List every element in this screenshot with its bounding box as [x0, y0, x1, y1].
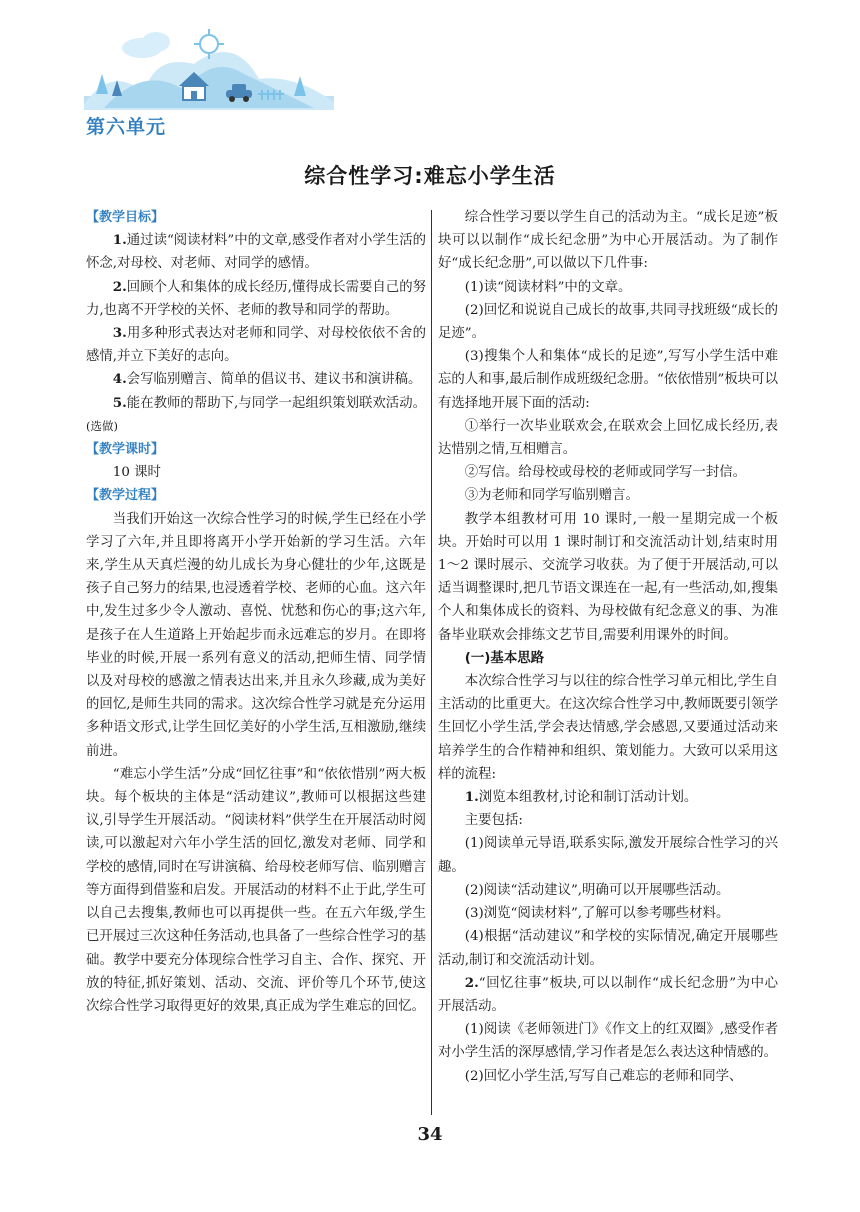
intro-paragraph: 综合性学习要以学生自己的活动为主。“成长足迹”板块可以以制作“成长纪念册”为中心开展活动。为了制作好“成长纪念册”,可以做以下几件事: — [438, 210, 778, 272]
step-1-item: (3)浏览“阅读材料”,了解可以参考哪些材料。 — [464, 906, 730, 922]
step-2-item: (2)回忆小学生活,写写自己难忘的老师和同学、 — [464, 1068, 743, 1084]
schedule-paragraph: 教学本组教材可用 10 课时,一般一星期完成一个板块。开始时可以用 1 课时制订和交流活动计划,结束时用 1～2 课时展示、交流学习收获。为了便于开展活动,可以适当调整课时,把几节语文课连在一起,有一些活动,如,搜集个人和集体成长的资料、为母校做有纪念意义的事、为准备毕业联欢会排练文艺节目,需要利用课外的时间。 — [438, 511, 778, 643]
intro-item: (3)搜集个人和集体“成长的足迹”,写写小学生活中难忘的人和事,最后制作成班级纪念册。“依依惜别”板块可以有选择地开展下面的活动: — [438, 349, 778, 411]
elective-note: (选做) — [86, 418, 118, 433]
objective-item: 2.回顾个人和集体的成长经历,懂得成长需要自己的努力,也离不开学校的关怀、老师的教导和同学的帮助。 — [86, 278, 426, 318]
process-paragraph: “难忘小学生活”分成“回忆往事”和“依依惜别”两大板块。每个板块的主体是“活动建议”,教师可以根据这些建议,引导学生开展活动。“阅读材料”供学生在开展活动时阅读,可以激起对六年小学生活的回忆,激发对老师、同学和学校的感情,同时在写讲演稿、给母校老师写信、临别赠言等方面得到借鉴和启发。开展活动的材料不止于此,学生可以自己去搜集,教师也可以再提供一些。在五六年级,学生已开展过三次这种任务活动,也具备了一些综合性学习的基础。教学中要充分体现综合性学习自主、合作、探究、开放的特征,抓好策划、活动、交流、评价等几个环节,使这次综合性学习取得更好的效果,真正成为学生难忘的回忆。 — [86, 766, 426, 1014]
unit-label: 第六单元 — [86, 116, 167, 138]
step-1: 1.浏览本组教材,讨论和制订活动计划。 — [464, 789, 698, 806]
step-1-item: (4)根据“活动建议”和学校的实际情况,确定开展哪些活动,制订和交流活动计划。 — [438, 929, 778, 968]
process-paragraph: 当我们开始这一次综合性学习的时候,学生已经在小学学习了六年,并且即将离开小学开始新的学习生活。六年来,学生从天真烂漫的幼儿成长为身心健壮的少年,这既是孩子自己努力的结果,也浸透着学校、老师的心血。这六年中,发生过多少令人激动、喜悦、忧愁和伤心的事;这六年,是孩子在人生道路上开始起步而永远难忘的岁月。在即将毕业的时候,开展一系列有意义的活动,把师生情、同学情以及对母校的感激之情表达出来,并且永久珍藏,成为美好的回忆,是师生共同的需求。这次综合性学习就是充分运用多种语文形式,让学生回忆美好的小学生活,互相激励,继续前进。 — [86, 511, 426, 759]
objectives-heading: 【教学目标】 — [86, 210, 165, 225]
farewell-item: ③为老师和同学写临别赠言。 — [464, 488, 639, 504]
intro-item: (1)读“阅读材料”中的文章。 — [464, 279, 632, 295]
unit-banner-illustration — [84, 24, 334, 110]
objective-item: 3.用多种形式表达对老师和同学、对母校依依不舍的感情,并立下美好的志向。 — [86, 325, 426, 365]
column-divider — [431, 210, 432, 1115]
left-column — [86, 206, 426, 1018]
hours-text: 10 课时 — [112, 465, 161, 481]
farewell-item: ①举行一次毕业联欢会,在联欢会上回忆成长经历,表达惜别之情,互相赠言。 — [438, 418, 778, 458]
step-2: 2.“回忆往事”板块,可以以制作“成长纪念册”为中心开展活动。 — [438, 974, 778, 1014]
section-intro: 本次综合性学习与以往的综合性学习单元相比,学生自主活动的比重更大。在这次综合性学习中,教师既要引领学生回忆小学生活,学会表达情感,学会感恩,又要通过活动来培养学生的合作精神和组织、策划能力。大致可以采用这样的流程: — [438, 674, 778, 782]
intro-item: (2)回忆和说说自己成长的故事,共同寻找班级“成长的足迹”。 — [438, 302, 778, 342]
step-1-item: (1)阅读单元导语,联系实际,激发开展综合性学习的兴趣。 — [438, 836, 778, 875]
section-heading: (一)基本思路 — [464, 650, 544, 666]
page-title: 综合性学习:难忘小学生活 — [304, 164, 556, 188]
objective-item: 5.能在教师的帮助下,与同学一起组织策划联欢活动。(选做) — [86, 394, 426, 433]
process-heading: 【教学过程】 — [86, 488, 165, 504]
page-number: 34 — [417, 1124, 443, 1145]
step-1-item: (2)阅读“活动建议”,明确可以开展哪些活动。 — [464, 882, 730, 898]
hours-heading: 【教学课时】 — [86, 442, 165, 458]
farewell-item: ②写信。给母校或母校的老师或同学写一封信。 — [464, 465, 746, 481]
cloud-icon — [122, 32, 170, 58]
objective-item: 4.会写临别赠言、简单的倡议书、建议书和演讲稿。 — [112, 371, 422, 388]
step-1-sub: 主要包括: — [464, 813, 523, 829]
right-column — [438, 206, 778, 1088]
step-2-item: (1)阅读《老师领进门》《作文上的红双圈》,感受作者对小学生活的深厚感情,学习作者是怎么表达这种情感的。 — [438, 1022, 778, 1061]
objective-item: 1.通过读“阅读材料”中的文章,感受作者对小学生活的怀念,对母校、对老师、对同学的感情。 — [86, 232, 426, 272]
